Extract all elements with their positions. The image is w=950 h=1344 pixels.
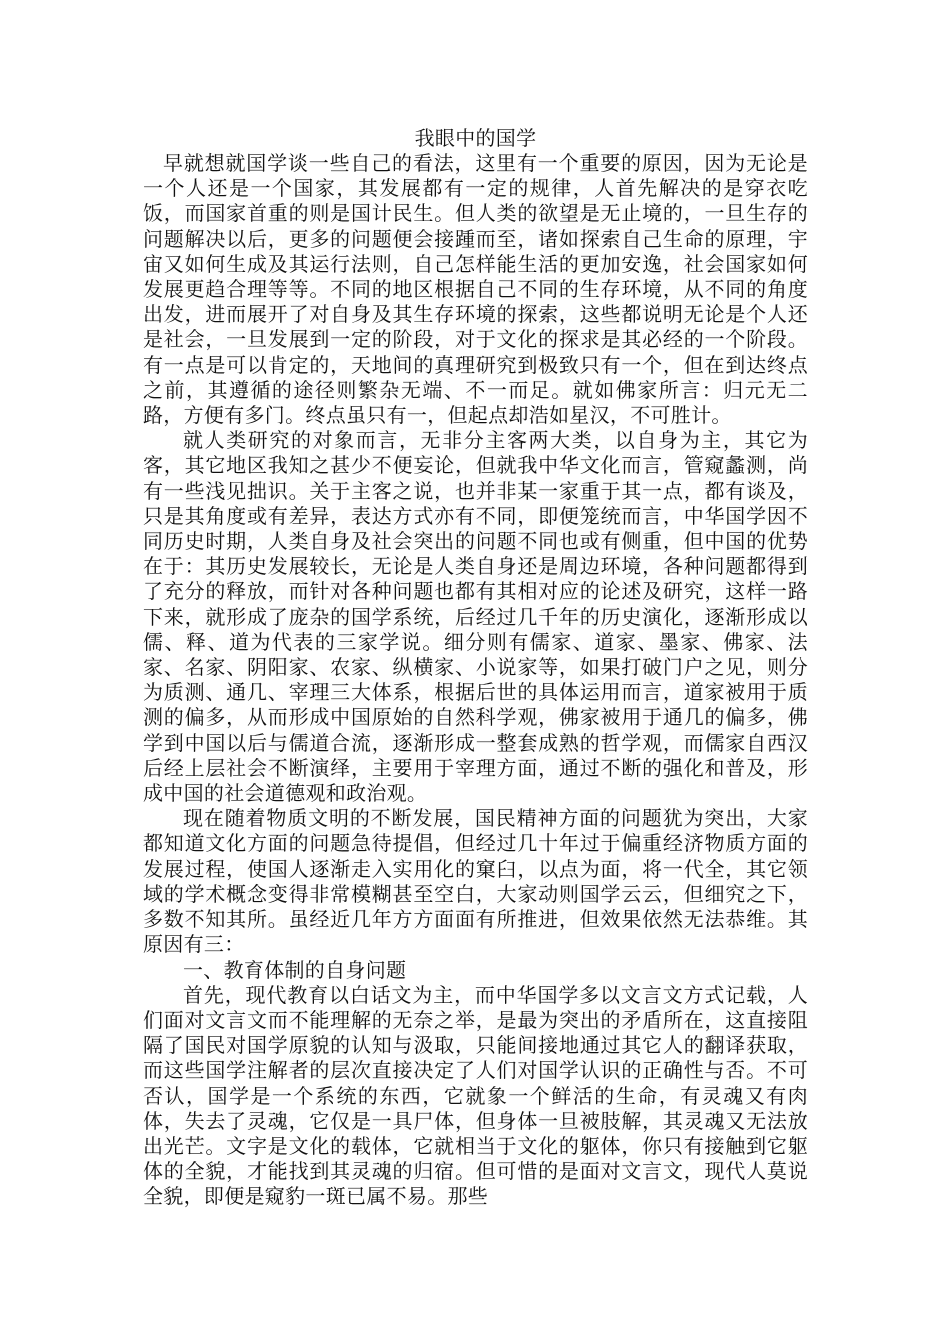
paragraph-subject-object: 就人类研究的对象而言，无非分主客两大类，以自身为主，其它为客，其它地区我知之甚少不便妄论，但就我中华文化而言，管窥蠡测，尚有一些浅见拙识。关于主客之说，也并非某一家重于其一点，都有谈及，只是其角度或有差异，表达方式亦有不同，即便笼统而言，中华国学因不同历史时期，人类自身及社会突出的问题不同也或有侧重，但中国的优势在于：其历史发展较长，无论是人类自身还是周边环境，各种问题都得到了充分的释放，而针对各种问题也都有其相对应的论述及研究，这样一路下来，就形成了庞杂的国学系统，后经过几千年的历史演化，逐渐形成以儒、释、道为代表的三家学说。细分则有儒家、道家、墨家、佛家、法家、名家、阴阳家、农家、纵横家、小说家等，如果打破门户之见，则分为质测、通几、宰理三大体系，根据后世的具体运用而言，道家被用于质测的偏多，从而形成中国原始的自然科学观，佛家被用于通几的偏多，佛学到中国以后与儒道合流，逐渐形成一整套成熟的哲学观，而儒家自西汉后经上层社会不断演绎，主要用于宰理方面，通过不断的强化和普及，形成中国的社会道德观和政治观。 xyxy=(143,428,808,806)
paragraph-intro: 早就想就国学谈一些自己的看法，这里有一个重要的原因，因为无论是一个人还是一个国家，其发展都有一定的规律，人首先解决的是穿衣吃饭，而国家首重的则是国计民生。但人类的欲望是无止境的，一旦生存的问题解决以后，更多的问题便会接踵而至，诸如探索自己生命的原理，宇宙又如何生成及其运行法则，自己怎样能生活的更加安逸，社会国家如何发展更趋合理等等。不同的地区根据自己不同的生存环境，从不同的角度出发，进而展开了对自身及其生存环境的探索，这些都说明无论是个人还是社会，一旦发展到一定的阶段，对于文化的探求是其必经的一个阶段。有一点是可以肯定的，天地间的真理研究到极致只有一个，但在到达终点之前，其遵循的途径则繁杂无端、不一而足。就如佛家所言：归元无二路，方便有多门。终点虽只有一，但起点却浩如星汉，不可胜计。 xyxy=(143,151,808,428)
paragraph-education: 首先，现代教育以白话文为主，而中华国学多以文言文方式记载，人们面对文言文而不能理解的无奈之举，是最为突出的矛盾所在，这直接阻隔了国民对国学原貌的认知与汲取，只能间接地通过其它人的翻译获取，而这些国学注解者的层次直接决定了人们对国学认识的正确性与否。不可否认，国学是一个系统的东西，它就象一个鲜活的生命，有灵魂又有肉体，失去了灵魂，它仅是一具尸体，但身体一旦被肢解，其灵魂又无法放出光芒。文字是文化的载体，它就相当于文化的躯体，你只有接触到它躯体的全貌，才能找到其灵魂的归宿。但可惜的是面对文言文，现代人莫说全貌，即便是窥豹一斑已属不易。那些 xyxy=(143,982,808,1209)
section-heading: 一、教育体制的自身问题 xyxy=(183,957,407,982)
paragraph-current-situation: 现在随着物质文明的不断发展，国民精神方面的问题犹为突出，大家都知道文化方面的问题急待提倡，但经过几十年过于偏重经济物质方面的发展过程，使国人逐渐走入实用化的窠臼，以点为面，将一代全，其它领域的学术概念变得非常模糊甚至空白，大家动则国学云云，但细究之下，多数不知其所。虽经近几年方方面面有所推进，但效果依然无法恭维。其原因有三： xyxy=(143,806,808,957)
document-title: 我眼中的国学 xyxy=(414,126,537,150)
article-body xyxy=(143,125,808,1210)
